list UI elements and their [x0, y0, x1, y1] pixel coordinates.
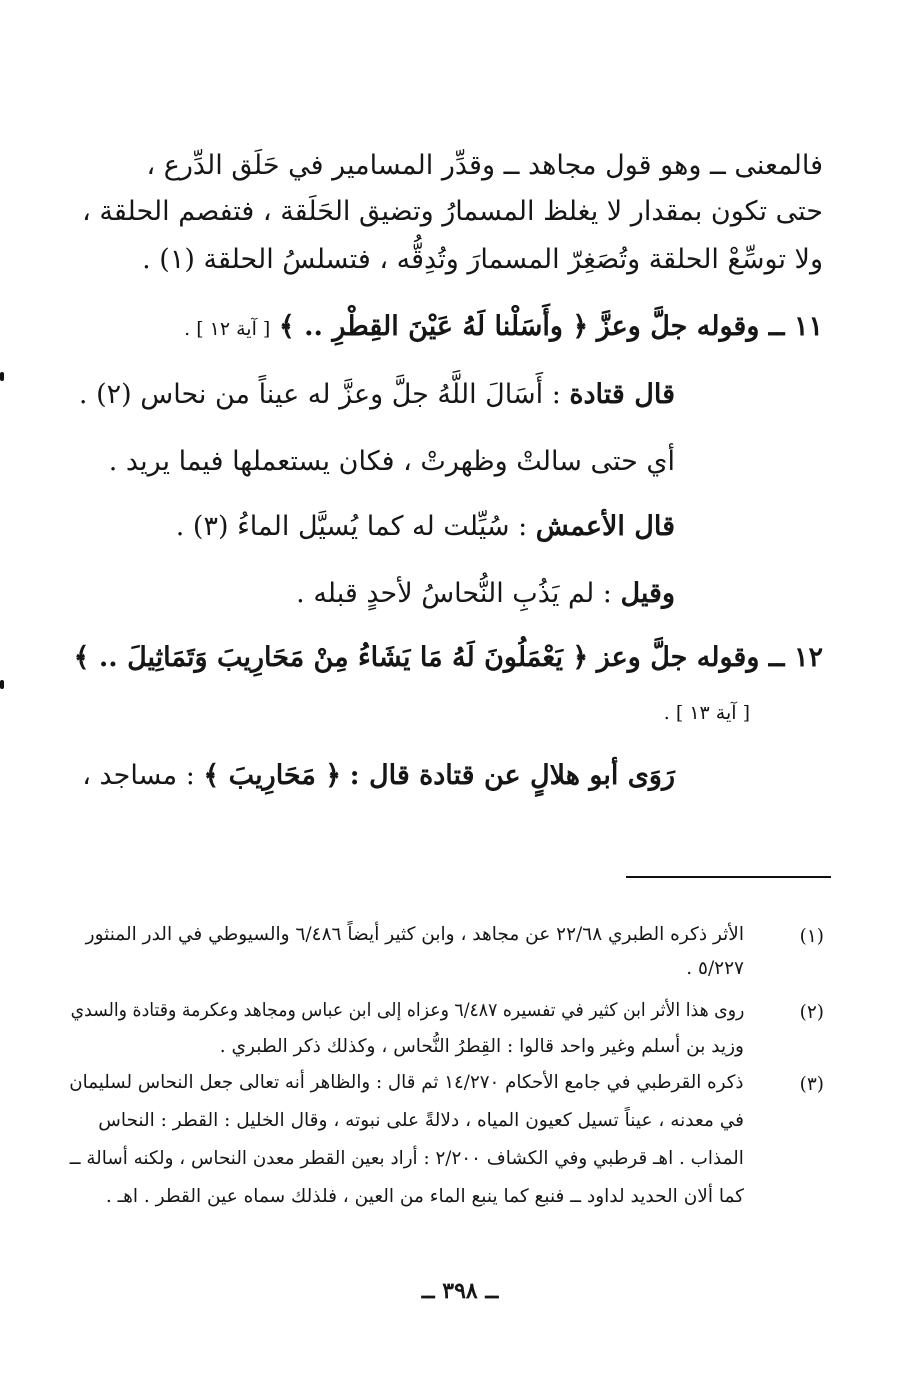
verse-reference: [ آية ١٣ ] . — [663, 702, 750, 724]
main-line-4: ١١ ــ وقوله جلَّ وعزَّ ﴿ وأَسَلْنا لَهُ عَيْنَ القِطْرِ .. ﴾ [ آية ١٢ ] . — [184, 311, 823, 342]
footnote-2-line-2: وزيد بن أسلم وغير واحد قالوا : القِطرُ النُّحاس ، وكذلك ذكر الطبري . — [219, 1036, 744, 1057]
main-line-3: ولا توسِّعْ الحلقة وتُصَغِرّ المسمارَ وتُدِقُّه ، فتسلسُ الحلقة (١) . — [142, 244, 823, 275]
footnote-3-line-1: ذكره القرطبي في جامع الأحكام ١٤/٢٧٠ ثم قال : والظاهر أنه تعالى جعل النحاس لسليمان — [69, 1072, 744, 1093]
main-line-5: قال قتادة : أَسَالَ اللَّهُ جلَّ وعزَّ له عيناً من نحاس (٢) . — [78, 379, 675, 410]
scan-edge-mark — [0, 372, 4, 381]
footnote-3-line-2: في معدنه ، عيناً تسيل كعيون المياه ، دلالةً على نبوته ، وقال الخليل : القطر : النحاس — [98, 1110, 744, 1131]
footnote-number-1: (١) — [799, 926, 824, 947]
footnote-3-line-3: المذاب . اهـ قرطبي وفي الكشاف ٢/٢٠٠ : أراد بعين القطر معدن النحاس ، ولكنه أسالة ــ — [69, 1148, 744, 1169]
main-line-7: قال الأعمش : سُيِّلت له كما يُسيَّل الماءُ (٣) . — [175, 511, 675, 542]
footnote-3-line-4: كما ألان الحديد لداود ــ فنبع كما ينبع الماء من العين ، فلذلك سماه عين القطر . اهـ . — [105, 1186, 744, 1207]
footnote-number-2: (٢) — [799, 1002, 824, 1023]
footnote-ref-3: (٣) . — [175, 511, 229, 542]
main-line-2: حتى تكون بمقدار لا يغلظ المسمارُ وتضيق الحَلَقة ، فتفصم الحلقة ، — [82, 196, 823, 227]
footnote-ref-1: (١) . — [142, 244, 195, 275]
quran-verse: ﴿ يَعْمَلُونَ لَهُ مَا يَشَاءُ مِنْ مَحَارِيبَ وَتَمَاثِيلَ .. ﴾ — [73, 642, 589, 673]
main-line-6: أي حتى سالتْ وظهرتْ ، فكان يستعملها فيما يريد . — [108, 446, 675, 477]
footnote-separator — [626, 876, 831, 878]
footnote-1-line-2: ٥/٢٢٧ . — [686, 958, 744, 979]
footnote-ref-2: (٢) . — [78, 379, 132, 410]
footnote-1-line-1: الأثر ذكره الطبري ٢٢/٦٨ عن مجاهد ، وابن كثير أيضاً ٦/٤٨٦ والسيوطي في الدر المنثور — [85, 924, 744, 945]
footnote-number-3: (٣) — [799, 1074, 824, 1095]
scan-edge-mark — [0, 680, 4, 689]
main-line-8: وقيل : لم يَذُبِ النُّحاسُ لأحدٍ قبله . — [296, 578, 675, 609]
verse-reference: [ آية ١٢ ] . — [184, 318, 271, 340]
page-number: ــ ٣٩٨ ــ — [421, 1278, 499, 1304]
main-line-11: رَوَى أبو هلالٍ عن قتادة قال : ﴿ مَحَارِيبَ ﴾ : مساجد ، — [82, 760, 675, 791]
main-line-10 — [664, 702, 750, 724]
main-line-1: فالمعنى ــ وهو قول مجاهد ــ وقدِّر المسامير في حَلَق الدِّرع ، — [146, 150, 823, 181]
main-line-9: ١٢ ــ وقوله جلَّ وعز ﴿ يَعْمَلُونَ لَهُ مَا يَشَاءُ مِنْ مَحَارِيبَ وَتَمَاثِيلَ .. ﴾ — [73, 642, 823, 673]
footnote-2-line-1: روى هذا الأثر ابن كثير في تفسيره ٦/٤٨٧ وعزاه إلى ابن عباس ومجاهد وعكرمة وقتادة والسدي — [70, 1000, 744, 1021]
quran-verse: ﴿ وأَسَلْنا لَهُ عَيْنَ القِطْرِ .. ﴾ — [278, 311, 589, 342]
